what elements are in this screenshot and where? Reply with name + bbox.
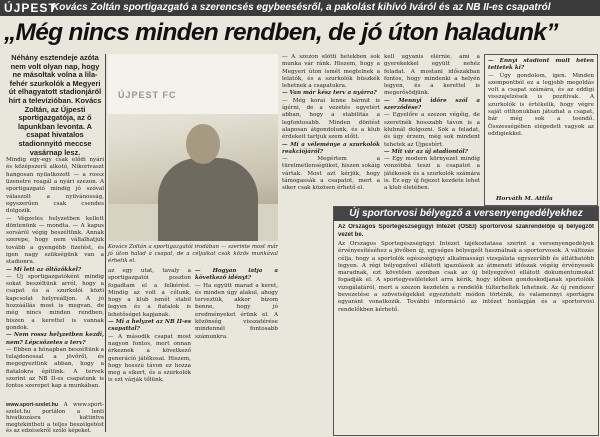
web-link[interactable]: www.sport-szelet.hu bbox=[6, 402, 59, 408]
column-1 bbox=[6, 54, 104, 400]
info-box-lead-text: Az Országos Sportegészségügyi Intézet (OSEI) sportorvosi szakrendelője új bélyegzőt vezet be. bbox=[338, 224, 594, 238]
body-paragraph: Mindig egy-egy csak elődi nyári és középszerű alkotó, Nikorivaszt hangosan nyilatkozott — a rossz üzenetre reagál a nyári szezon. A sportigazgató mindig jó szóval válaszolt a nyilvánosság, egyszerűen csak csendes dolgozik. bbox=[6, 157, 104, 215]
headline: „Még nincs minden rendben, de jó úton haladunk” bbox=[4, 19, 558, 46]
info-box-title: Új sportorvosi bélyegző a versenyengedélyekhez bbox=[334, 207, 598, 221]
info-box-body bbox=[338, 241, 594, 431]
body-paragraph: — Végzetes helyzetben kellett döntenünk — mondta. — A kapus sorsáról végig beszéltünk. Annak szerepe, hogy nem vállalhatjuk tovább a gyengébb fizetést, és igen nagy szükségünk van a stadionra. bbox=[6, 215, 104, 266]
column-divider bbox=[105, 54, 106, 432]
body-paragraph: — Megértem a türelmetlenségüket, hiszen sokáig vártak. Most azt kérjük, hogy támogassák a csapatot, mert a siker csak közösen érhető el. bbox=[282, 156, 380, 192]
sidebar-question: — Ennyi stadiont múlt héten tettetek ki? bbox=[488, 58, 594, 72]
body-paragraph: — Új sportigazgatóként mindig sokat beszéltünk arról, hogy a csapat és a szurkolói közti kapcsolat helyreálljon. A jó hozzáállás most is megvan, de még nincs minden rendben, hiszen a kerettel is vannak gondok. bbox=[6, 273, 104, 331]
column-3 bbox=[195, 268, 278, 434]
interview-question: — Mennyi időre szól a szerződése? bbox=[384, 97, 480, 112]
lead-paragraph: Néhány esztendeje azóta nem volt olyan nap, hogy ne másoltak volna a lila-fehér szurkolók a Megyeri út elhagyatott stadionjáról hírt a televízióban. Kovács Zoltán, az Újpesti sportigazgatója, az ő lapunkban levonta. A csapat hivatalos stadionnyitó meccse vasárnap lesz. bbox=[8, 54, 102, 157]
interview-question: — Van már kész terv a nyárra? bbox=[282, 90, 377, 97]
sidebar-answer: — Úgy gondolom, igen. Minden szempontból ez a legjobb megoldás volt a csapat számára, és az eddigi visszajelzések is pozitívak. A szurkolók is értékelik, hogy végre saját otthonukban játszhat a csapat, bár még sok a teendő. Összességében elégedett vagyok az eddigiekkel. bbox=[488, 72, 594, 137]
body-paragraph: — Egyelőre a szezon végéig, de szeretnék hosszabb távon is a klubnál dolgozni. Sok a feladat, és úgy érzem, még sok mindent tehetek az Újpestért. bbox=[384, 112, 480, 148]
body-paragraph: — A szezon előtti hetekben sok munka vár ránk. Hiszem, hogy a Megyeri úton ismét megtelnek a lelátók, és a szurkolók büszkék lehetnek a csapatukra. bbox=[282, 54, 380, 90]
body-paragraph: kell ugyanis elérnie, ami a gyerekekkel együtt nehéz feladat. A mostani időszakban fontos, hogy mindenki a helyén legyen, és a kerettel is megerősödjünk. bbox=[384, 54, 480, 97]
body-paragraph: — A második csapat most nagyon fontos, mert onnan érkeznek a következő generáció játékosai. Hiszem, hogy hosszú távon ez hozza meg a sikert, és a szurkolók is ezt várják tőlünk. bbox=[108, 333, 191, 384]
brand-label: ÚJPEST bbox=[4, 1, 57, 15]
photo-person-head bbox=[186, 124, 220, 164]
body-paragraph: — Egy modern környezet mindig vonzóbbá teszi a csapatot a játékosok és a szurkolók számára is. Ez egy új fejezet kezdete lehet a klub életében. bbox=[384, 156, 480, 192]
body-paragraph: — Még korai lenne bármit is ígérni, de a vezetés egyetért abban, hogy a stabilitás a legfontosabb. Minden döntést alaposan átgondolunk, és a klub érdekeit tartjuk szem előtt. bbox=[282, 97, 380, 141]
photo-caption: Kovács Zoltán a sportigazgatói irodában — szerinte most már jó úton halad a csapat, de a céljaikat csak közös munkával érhetik el. bbox=[108, 244, 278, 264]
body-paragraph: — Ha együtt marad a keret, és minden úgy alakul, ahogy terveztük, akkor bízom benne, hogy jó eredményeket érünk el. A közönség visszatérése mindennél fontosabb számunkra. bbox=[195, 282, 278, 340]
sidebar-box bbox=[484, 54, 598, 206]
info-box bbox=[333, 206, 599, 436]
column-5 bbox=[384, 54, 480, 202]
body-paragraph: az egy utat, tavaly a sportigazgatói poszton fogadtam el a felkérést. Mindig az volt a célunk, hogy a klub ismét stabil legyen és a fiatalok is lehetőséget kapjanak. bbox=[108, 268, 191, 318]
interview-question: — Mit vár az új stadiontól? bbox=[384, 148, 468, 155]
info-box-lead bbox=[338, 224, 594, 240]
photo-wall-sign: ÚJPEST FC bbox=[118, 90, 177, 100]
body-paragraph: — Ebben a hónapban beszéltünk a tulajdonossal a jövőről, és megegyeztünk abban, hogy a fiatalokra építünk. A tervek szerint az NB II-es csapatunk is fontos szerepet kap a munkában. bbox=[6, 346, 104, 390]
photo-person-body bbox=[158, 158, 258, 241]
web-reference-text: A www.sport-szelet.hu portálon a lenti hivatkozásra kattintva megtekintheti a teljes beszélgetést és az edzésekről szóló képeket. bbox=[6, 402, 104, 435]
info-box-body-text: Az Országos Sportegészségügyi Intézet tájékoztatása szerint a versenyengedélyek érvényesítéséhez a jövőben új, egységes bélyegzőt használnak a sportorvosok. A változás célja, hogy a sportolók egészségügyi alkalmassági vizsgálata egyszerűbb és átláthatóbb legyen. A régi bélyegzővel ellátott igazolások az átmeneti időszak végéig érvényesek maradnak, ezt követően azonban csak az új bélyegzővel ellátott dokumentumokat fogadják el. A sportegyesületeket arra kérik, hogy időben gondoskodjanak sportolóik vizsgálatáról, mert a szezon kezdetén a rendelők túlterheltek lehetnek. Az új rendszer bevezetése a szövetségekkel egyeztetett módon történik, és valamennyi sportágra egyaránt vonatkozik. További információ az intézet honlapján és a sportorvosi rendelőkben kérhető. bbox=[338, 241, 594, 313]
kicker-text: Kovács Zoltán sportigazgató a szerencsés egybeesésről, a pakolást kihívó Iváról és az NB II-es csapatról bbox=[52, 2, 551, 13]
interview-question: — Nem rossz helyzetben kezdi, nem? Lépcsőzetes a terv? bbox=[6, 332, 104, 346]
interview-question: — Mi a helyzet az NB II-es csapattal? bbox=[108, 319, 191, 333]
interview-question: — Hogyan látja a következő idényt? bbox=[195, 268, 278, 282]
column-2 bbox=[108, 268, 191, 434]
sidebar-text bbox=[488, 58, 594, 198]
interview-question: — Mi a véleménye a szurkolók reakciójáról? bbox=[282, 141, 380, 155]
topic-bar bbox=[0, 0, 600, 16]
web-reference bbox=[6, 402, 104, 435]
interview-question: — Mi lett az öltözőkkel? bbox=[6, 266, 82, 273]
article-photo bbox=[108, 54, 278, 241]
author-byline: Horváth M. Attila bbox=[496, 196, 553, 202]
photo-background bbox=[108, 54, 278, 114]
